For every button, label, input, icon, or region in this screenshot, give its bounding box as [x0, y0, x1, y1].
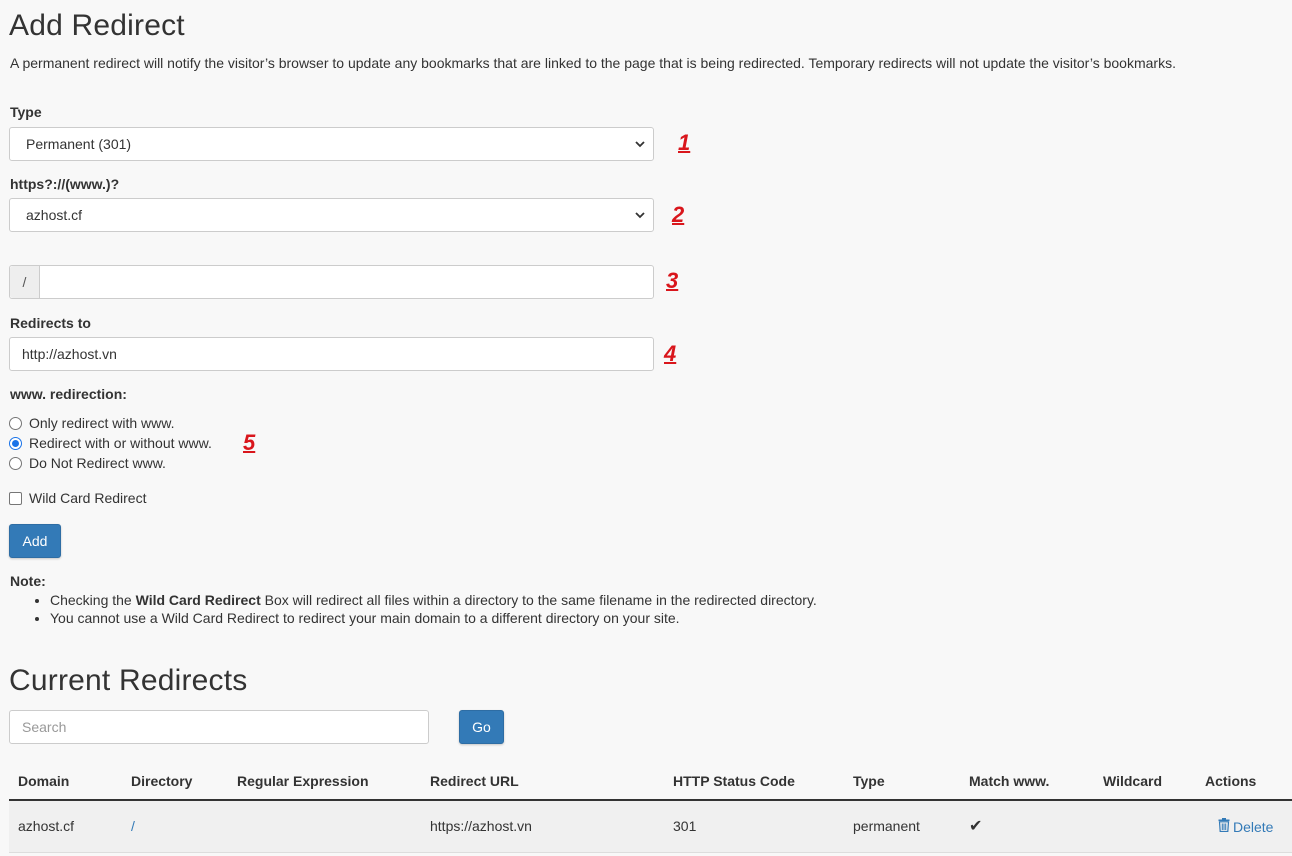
col-status-code[interactable]: HTTP Status Code — [673, 773, 795, 789]
radio-button[interactable] — [9, 437, 22, 450]
chevron-down-icon — [627, 141, 653, 148]
radio-button[interactable] — [9, 417, 22, 430]
current-redirects-title: Current Redirects — [9, 664, 248, 697]
path-input-group — [9, 265, 654, 299]
search-placeholder: Search — [22, 719, 67, 735]
redirects-to-input[interactable] — [9, 337, 654, 371]
note-item: • You cannot use a Wild Card Redirect to redirect your main domain to a different directory on your site. — [50, 609, 817, 627]
radio-label: Do Not Redirect www. — [29, 455, 166, 471]
radio-label: Redirect with or without www. — [29, 435, 212, 451]
col-directory[interactable]: Directory — [131, 773, 193, 789]
note-list — [30, 591, 817, 627]
cell-type: permanent — [853, 818, 920, 834]
radio-with-or-without-www[interactable] — [9, 435, 212, 451]
cell-domain: azhost.cf — [18, 818, 75, 834]
redirects-to-label: Redirects to — [10, 315, 91, 331]
redirects-to-value: http://azhost.vn — [22, 346, 117, 362]
col-match-www[interactable]: Match www. — [969, 773, 1050, 789]
type-label: Type — [10, 104, 42, 120]
search-input[interactable] — [9, 710, 429, 744]
table-row — [9, 801, 1292, 853]
marker-5: 5 — [243, 430, 256, 455]
trash-icon — [1218, 818, 1230, 835]
domain-select-value: azhost.cf — [26, 207, 83, 223]
marker-2: 2 — [672, 202, 685, 227]
cell-redirect-url: https://azhost.vn — [430, 818, 532, 834]
domain-select[interactable] — [9, 198, 654, 232]
domain-label: https?://(www.)? — [10, 176, 120, 192]
col-actions: Actions — [1205, 773, 1257, 789]
go-button[interactable]: Go — [459, 710, 504, 744]
page-description: A permanent redirect will notify the visitor’s browser to update any bookmarks that are linked to the page that is being redirected. Temporary redirects will not update the visitor’s bookmarks. — [10, 55, 1176, 71]
radio-button[interactable] — [9, 457, 22, 470]
path-input[interactable] — [40, 266, 653, 298]
wildcard-label: Wild Card Redirect — [29, 490, 147, 506]
col-wildcard[interactable]: Wildcard — [1103, 773, 1162, 789]
radio-label: Only redirect with www. — [29, 415, 175, 431]
wildcard-checkbox[interactable] — [9, 492, 22, 505]
col-type[interactable]: Type — [853, 773, 885, 789]
marker-3: 3 — [666, 268, 679, 293]
delete-link[interactable] — [1218, 818, 1273, 835]
col-redirect-url[interactable]: Redirect URL — [430, 773, 519, 789]
marker-1: 1 — [678, 130, 691, 155]
col-domain[interactable]: Domain — [18, 773, 70, 789]
type-select-value: Permanent (301) — [26, 136, 132, 152]
type-select[interactable] — [9, 127, 654, 161]
note-item: • Checking the Wild Card Redirect Box will redirect all files within a directory to the same filename in the redirected directory. — [50, 591, 817, 609]
path-prefix: / — [10, 266, 40, 298]
col-regex[interactable]: Regular Expression — [237, 773, 369, 789]
page-title: Add Redirect — [9, 9, 185, 42]
check-icon: ✔ — [969, 818, 983, 835]
wildcard-checkbox-row[interactable] — [9, 490, 146, 506]
www-redirection-label: www. redirection: — [10, 386, 127, 402]
chevron-down-icon — [627, 212, 653, 219]
add-button[interactable]: Add — [9, 524, 61, 558]
radio-only-www[interactable] — [9, 415, 174, 431]
radio-do-not-redirect-www[interactable] — [9, 455, 166, 471]
delete-label: Delete — [1233, 818, 1274, 835]
cell-directory-link[interactable]: / — [131, 818, 135, 834]
marker-4: 4 — [664, 341, 677, 366]
cell-status-code: 301 — [673, 818, 697, 834]
note-title: Note: — [10, 573, 46, 589]
